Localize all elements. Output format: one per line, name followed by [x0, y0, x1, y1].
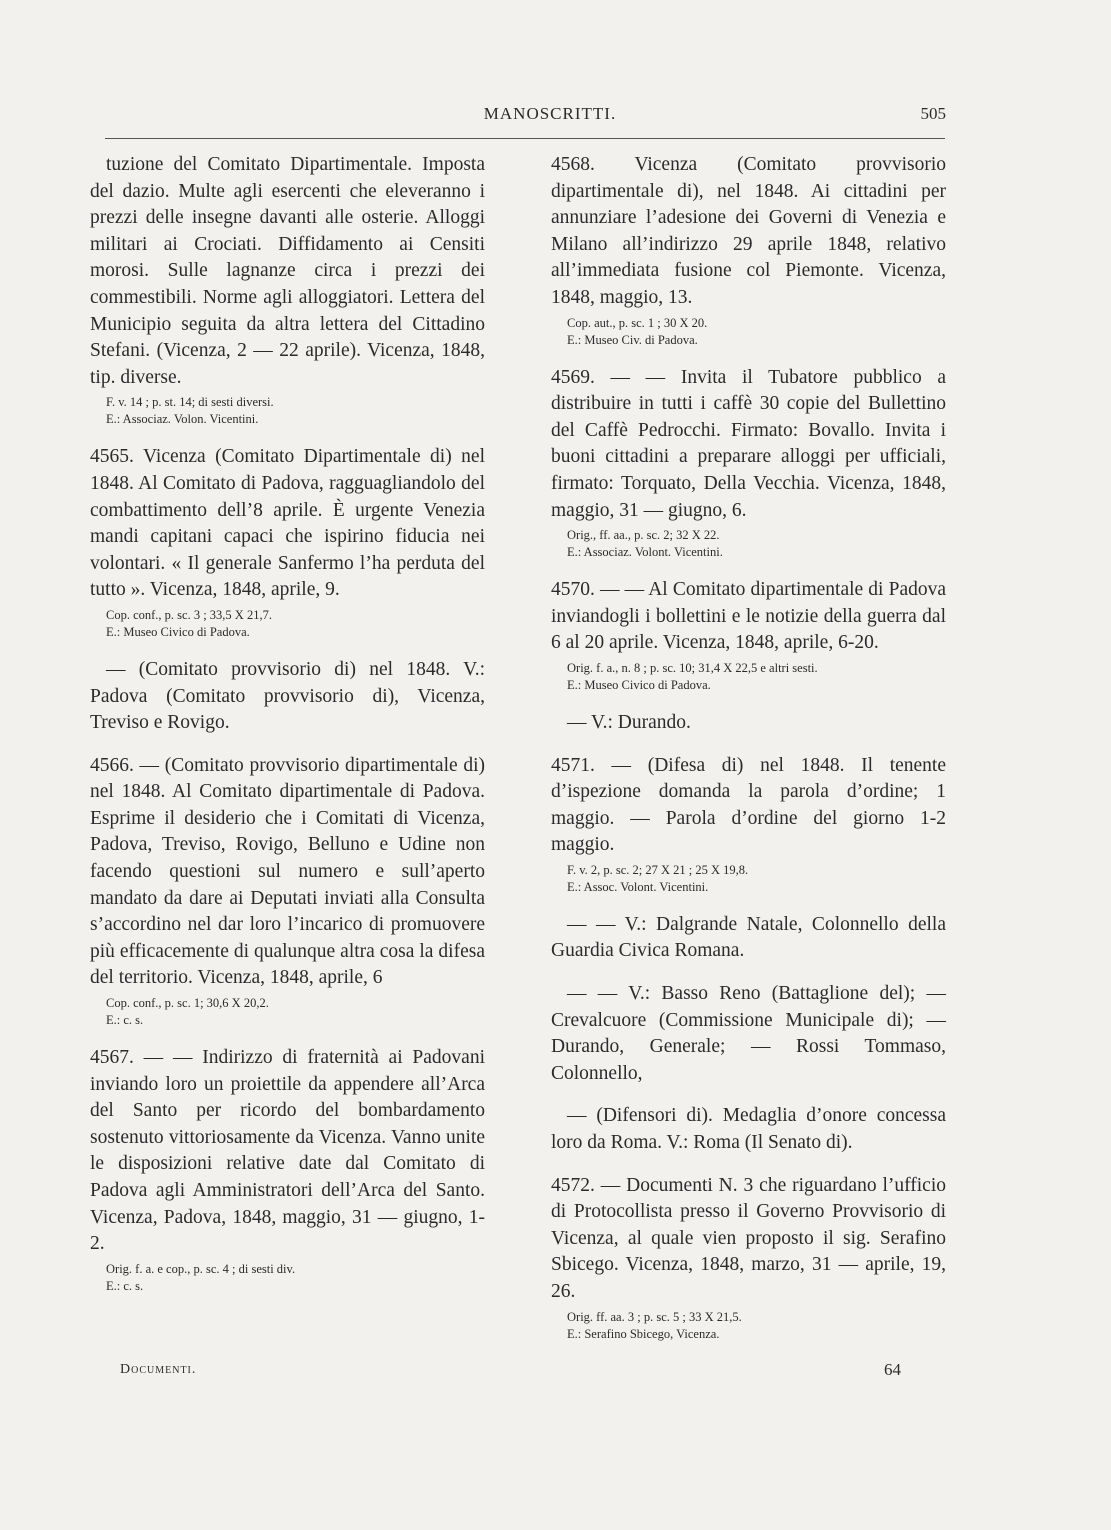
entry-number: 4571. [551, 754, 595, 776]
catalog-entry [90, 657, 485, 737]
catalog-entry [90, 152, 485, 428]
entry-text [551, 912, 946, 965]
note-line: Orig. ff. aa. 3 ; p. sc. 5 ; 33 X 21,5. [567, 1309, 742, 1324]
entry-text [551, 365, 946, 525]
entry-description: — Documenti N. 3 che riguardano l’ufficio di Protocollista presso il Governo Provvisorio di Vicenza, al quale vien proposto il sig. Serafino Sbicego. Vicenza, 1848, marzo, 31 — aprile, 19, 26. [551, 1174, 946, 1302]
note-line: E.: Serafino Sbicego, Vicenza. [567, 1326, 720, 1341]
entry-description: — — Indirizzo di fraternità ai Padovani inviando loro un proiettile da appendere all’Arca del Santo per ricordo del bombardamento sostenuto vittoriosamente da Vicenza. Vanno unite le disposizioni relative date dal Comitato di Padova agli Amministratori dell’Arca del Santo. Vicenza, Padova, 1848, maggio, 31 — giugno, 1-2. [90, 1047, 485, 1255]
entry-number: 4566. [90, 754, 134, 776]
entry-description: — (Difesa di) nel 1848. Il tenente d’ispezione domanda la parola d’ordine; 1 maggio. — Parola d’ordine del giorno 1-2 maggio. [551, 754, 946, 856]
note-line: Orig. f. a. e cop., p. sc. 4 ; di sesti div. [106, 1261, 296, 1276]
entry-notes [90, 995, 485, 1029]
note-line: F. v. 2, p. sc. 2; 27 X 21 ; 25 X 19,8. [567, 862, 749, 877]
header-rule [105, 138, 945, 139]
entry-number: 4565. [90, 446, 134, 468]
entry-text [90, 444, 485, 604]
note-line: E.: Assoc. Volont. Vicentini. [567, 879, 709, 894]
entry-notes [551, 862, 946, 896]
page-number: 505 [920, 104, 946, 123]
note-line: E.: Associaz. Volont. Vicentini. [567, 545, 723, 560]
sheet-number: 64 [884, 1360, 901, 1379]
entry-notes [551, 315, 946, 349]
entry-notes [90, 1261, 485, 1295]
entry-text [90, 1045, 485, 1258]
note-line: E.: Museo Civico di Padova. [567, 677, 711, 692]
note-line: E.: c. s. [106, 1278, 144, 1293]
entry-text [551, 1173, 946, 1306]
entry-description: Vicenza (Comitato Dipartimentale di) nel 1848. Al Comitato di Padova, ragguagliandolo del combattimento dell’8 aprile. È urgente Venezia mandi capitani capaci che ispirino fiducia nei volontari. « Il generale Sanfermo l’ha perduta del tutto ». Vicenza, 1848, aprile, 9. [90, 446, 485, 601]
entry-text [90, 152, 485, 391]
entry-description: — — Al Comitato dipartimentale di Padova inviandogli i bollettini e le notizie della guerra dal 6 al 20 aprile. Vicenza, 1848, aprile, 6-20. [551, 579, 947, 654]
note-line: E.: c. s. [106, 1013, 144, 1028]
catalog-entry [551, 365, 946, 562]
catalog-entry [551, 912, 946, 965]
catalog-entry [90, 444, 485, 641]
entry-text [551, 152, 946, 312]
running-title: MANOSCRITTI. [483, 104, 617, 123]
catalog-entry [90, 753, 485, 1029]
entry-number: 4567. [90, 1047, 134, 1069]
entry-description: tuzione del Comitato Dipartimentale. Imposta del dazio. Multe agli esercenti che eleveranno i prezzi delle insegne davanti alle osterie. Alloggi militari ai Crociati. Diffidamento ai Censiti morosi. Sulle lagnanze circa i prezzi dei commestibili. Norme agli alloggiatori. Lettera del Municipio seguita da altra lettera del Cittadino Stefani. (Vicenza, 2 — 22 aprile). Vicenza, 1848, tip. diverse. [90, 154, 485, 388]
note-line: E.: Museo Civ. di Padova. [567, 332, 698, 347]
entry-description: — (Comitato provvisorio di) nel 1848. V.: Padova (Comitato provvisorio di), Vicenza, Treviso e Rovigo. [90, 658, 485, 734]
right-column [551, 152, 946, 1359]
note-line: Orig., ff. aa., p. sc. 2; 32 X 22. [567, 528, 720, 543]
entry-text [90, 657, 485, 737]
entry-notes [90, 394, 485, 428]
entry-text [90, 753, 485, 992]
entry-description: — — V.: Basso Reno (Battaglione del); — Crevalcuore (Commissione Municipale di); — Durando, Generale; — Rossi Tommaso, Colonnello, [551, 983, 946, 1084]
entry-notes [551, 1309, 946, 1343]
catalog-entry [551, 981, 946, 1087]
catalog-entry [551, 1103, 946, 1156]
entry-text [551, 577, 946, 657]
entry-description: Vicenza (Comitato provvisorio dipartimentale di), nel 1848. Ai cittadini per annunziare l’adesione dei Governi di Venezia e Milano all’indirizzo 29 aprile 1848, relativo all’immediata fusione col Piemonte. Vicenza, 1848, maggio, 13. [551, 154, 946, 308]
catalog-entry [551, 753, 946, 896]
catalog-entry [551, 577, 946, 694]
entry-number: 4570. [551, 579, 595, 601]
entry-text [551, 1103, 946, 1156]
entry-description: — — Invita il Tubatore pubblico a distribuire in tutti i caffè 30 copie del Bullettino del Caffè Pedrocchi. Firmato: Bovallo. Invita i buoni cittadini a preparare alloggi per ufficiali, firmato: Torquato, Della Vecchia. Vicenza, 1848, maggio, 31 — giugno, 6. [551, 366, 947, 521]
note-line: F. v. 14 ; p. st. 14; di sesti diversi. [106, 395, 274, 410]
note-line: Cop. conf., p. sc. 1; 30,6 X 20,2. [106, 996, 269, 1011]
entry-text [551, 710, 946, 737]
entry-text [551, 753, 946, 859]
catalog-entry [551, 1173, 946, 1343]
catalog-entry [551, 710, 946, 737]
catalog-entry [551, 152, 946, 349]
entry-description: — (Comitato provvisorio dipartimentale di) nel 1848. Al Comitato dipartimentale di Padova. Esprime il desiderio che i Comitati di Vicenza, Padova, Treviso, Rovigo, Belluno e Udine non facendo questioni sul numero e sull’aperto mandato da dare ai Deputati inviati alla Consulta s’accordino nel dar loro l’incarico di promuovere più efficacemente di qualunque altra cosa la difesa del territorio. Vicenza, 1848, aprile, 6 [90, 754, 485, 989]
catalog-entry [90, 1045, 485, 1295]
entry-notes [551, 660, 946, 694]
entry-description: — (Difensori di). Medaglia d’onore concessa loro da Roma. V.: Roma (Il Senato di). [551, 1105, 946, 1154]
signature-mark: Documenti. [120, 1362, 197, 1377]
entry-notes [90, 607, 485, 641]
entry-number: 4569. [551, 366, 595, 388]
note-line: Cop. conf., p. sc. 3 ; 33,5 X 21,7. [106, 607, 272, 622]
note-line: E.: Associaz. Volon. Vicentini. [106, 412, 259, 427]
entry-number: 4572. [551, 1174, 595, 1196]
entry-text [551, 981, 946, 1087]
entry-number: 4568. [551, 154, 595, 175]
note-line: Cop. aut., p. sc. 1 ; 30 X 20. [567, 315, 708, 330]
entry-notes [551, 527, 946, 561]
left-column [90, 152, 485, 1311]
note-line: E.: Museo Civico di Padova. [106, 624, 250, 639]
entry-description: — — V.: Dalgrande Natale, Colonnello della Guardia Civica Romana. [551, 913, 946, 962]
entry-description: — V.: Durando. [567, 711, 691, 733]
note-line: Orig. f. a., n. 8 ; p. sc. 10; 31,4 X 22,5 e altri sesti. [567, 660, 818, 675]
